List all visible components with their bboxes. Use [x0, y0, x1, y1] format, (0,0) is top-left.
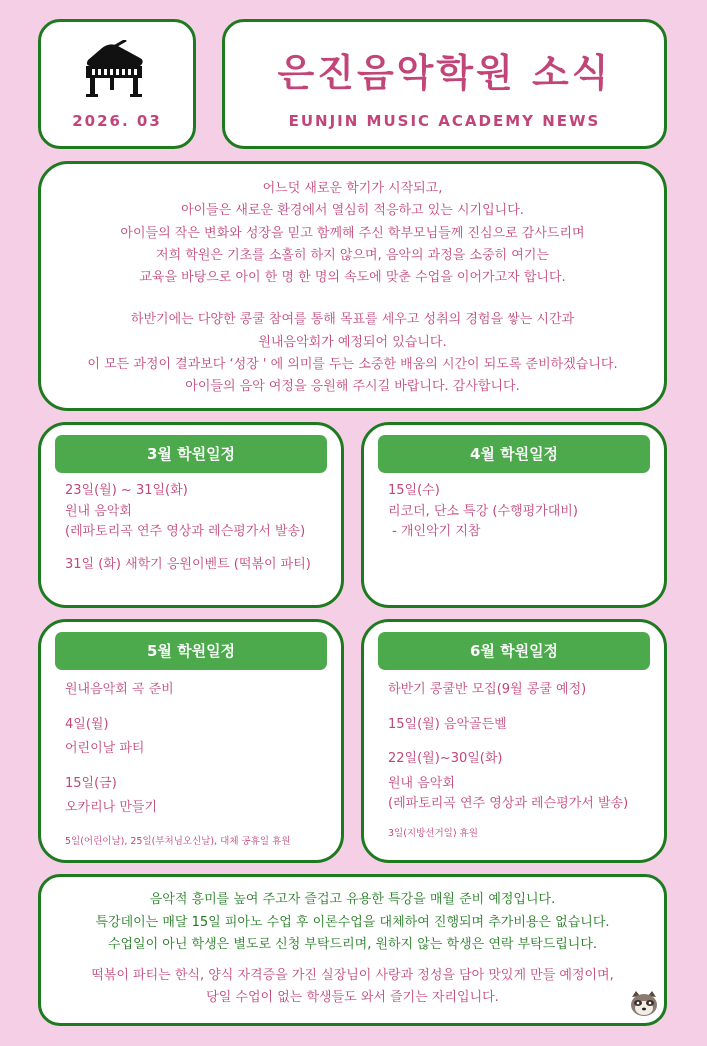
- footer-line: 당일 수업이 없는 학생들도 와서 즐기는 자리입니다.: [206, 990, 499, 1005]
- footer-line: 음악적 흥미를 높여 주고자 즐겁고 유용한 특강을 매월 준비 예정입니다.: [149, 892, 556, 907]
- page-title: 은진음악학원 소식: [277, 51, 612, 95]
- april-schedule-box: [361, 422, 667, 608]
- schedule-line: 오카리나 만들기: [65, 800, 158, 815]
- schedule-line: 원내음악회 곡 준비: [65, 682, 174, 697]
- intro-box: [38, 161, 667, 411]
- issue-date: 2026. 03: [72, 112, 162, 130]
- march-schedule-body: [65, 481, 333, 575]
- footer-line: 수업일이 아닌 학생은 별도로 신청 부탁드리며, 원하지 않는 학생은 연락 부탁드립니다.: [107, 937, 598, 952]
- footer-line: 떡볶이 파티는 한식, 양식 자격증을 가진 실장님이 사랑과 정성을 담아 맛있게 만들 예정이며,: [91, 967, 614, 983]
- march-schedule-title: 3월 학원일정: [55, 435, 327, 473]
- holiday-note: 3일(지방선거일) 휴원: [388, 827, 478, 839]
- logo-box: [38, 19, 196, 149]
- schedule-line: 어린이날 파티: [65, 741, 145, 756]
- may-schedule-title: 5월 학원일정: [55, 632, 327, 670]
- june-schedule-box: [361, 619, 667, 863]
- april-schedule-body: [388, 481, 656, 543]
- schedule-line: 리코더, 단소 특강 (수행평가대비): [388, 503, 578, 519]
- may-schedule-box: [38, 619, 344, 863]
- schedule-line: 15일(월) 음악골든벨: [388, 716, 507, 732]
- schedule-line: 23일(월) ~ 31일(화): [65, 483, 188, 498]
- march-schedule-box: [38, 422, 344, 608]
- schedule-line: 31일 (화) 새학기 응원이벤트 (떡볶이 파티): [65, 556, 311, 572]
- intro-line: 아이들은 새로운 환경에서 열심히 적응하고 있는 시기입니다.: [181, 203, 524, 219]
- schedule-line: 15일(금): [65, 775, 117, 791]
- intro-line: 아이들의 음악 여정을 응원해 주시길 바랍니다. 감사합니다.: [185, 379, 520, 395]
- april-schedule-title: 4월 학원일정: [378, 435, 650, 473]
- intro-line: 아이들의 작은 변화와 성장을 믿고 함께해 주신 학부모님들께 진심으로 감사드리며: [120, 225, 585, 241]
- intro-line: 하반기에는 다양한 콩쿨 참여를 통해 목표를 세우고 성취의 경험을 쌓는 시간과: [130, 312, 575, 328]
- schedule-line: 원내 음악회: [388, 775, 455, 791]
- intro-line: 어느덧 새로운 학기가 시작되고,: [262, 181, 443, 196]
- raccoon-icon: [628, 989, 660, 1017]
- holiday-note: 5일(어린이날), 25일(부처님오신날), 대체 공휴일 휴원: [65, 835, 291, 847]
- footer-box: [38, 874, 667, 1026]
- intro-line: 이 모든 과정이 결과보다 ‘성장 ' 에 의미를 두는 소중한 배움의 시간이 되도록 준비하겠습니다.: [87, 357, 618, 373]
- intro-line: 교육을 바탕으로 아이 한 명 한 명의 속도에 맞춘 수업을 이어가고자 합니다.: [139, 270, 566, 286]
- intro-text: [51, 178, 654, 399]
- schedule-line: 4일(월): [65, 716, 109, 732]
- schedule-line: - 개인악기 지참: [388, 524, 481, 539]
- schedule-line: 하반기 콩쿨반 모집(9월 콩쿨 예정): [388, 682, 587, 697]
- piano-icon: [82, 40, 146, 98]
- schedule-line: (레파토리곡 연주 영상과 레슨평가서 발송): [65, 524, 306, 539]
- may-schedule-body: [65, 680, 333, 849]
- intro-line: 저희 학원은 기초를 소홀히 하지 않으며, 음악의 과정을 소중히 여기는: [156, 247, 549, 263]
- page-subtitle: EUNJIN MUSIC ACADEMY NEWS: [288, 112, 601, 130]
- schedule-line: (레파토리곡 연주 영상과 레슨평가서 발송): [388, 796, 629, 811]
- intro-line: 원내음악회가 예정되어 있습니다.: [258, 334, 447, 350]
- june-schedule-body: [388, 680, 656, 841]
- footer-text: [51, 889, 654, 1010]
- schedule-line: 22일(월)~30일(화): [388, 751, 503, 766]
- title-box: [222, 19, 667, 149]
- schedule-line: 15일(수): [388, 483, 440, 498]
- june-schedule-title: 6월 학원일정: [378, 632, 650, 670]
- schedule-line: 원내 음악회: [65, 503, 132, 519]
- footer-line: 특강데이는 매달 15일 피아노 수업 후 이론수업을 대체하여 진행되며 추가비용은 없습니다.: [95, 914, 610, 930]
